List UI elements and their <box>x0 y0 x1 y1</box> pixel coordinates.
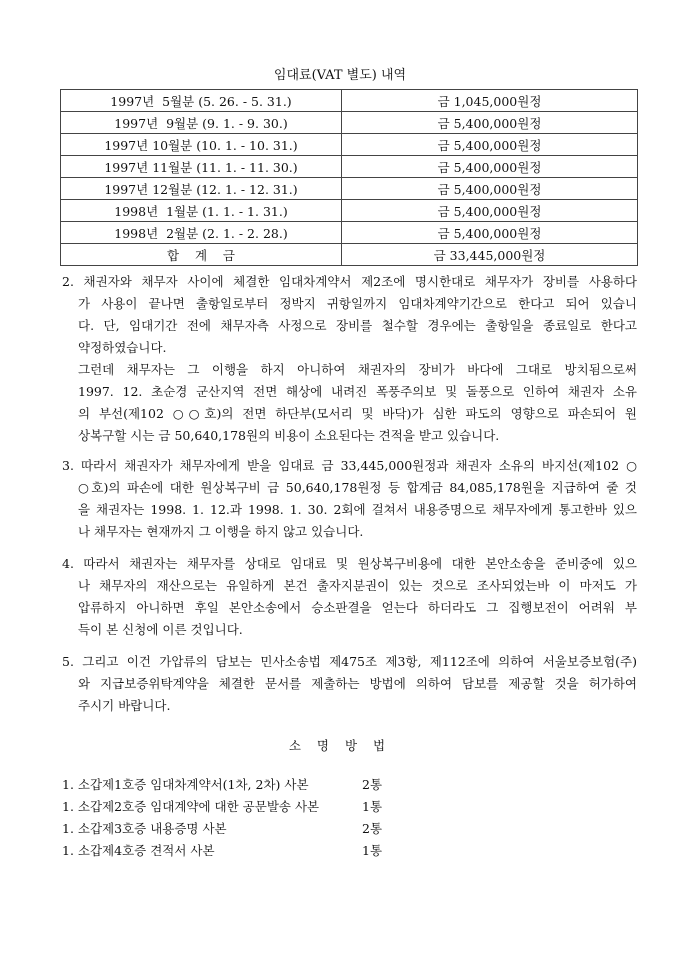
evidence-label: 1. 소갑제3호증 내용증명 사본 <box>62 821 227 836</box>
text-line: 2. 채권자와 채무자 사이에 체결한 임대차계약서 제2조에 명시한대로 채무자가 장비를 사용하다 <box>62 274 637 289</box>
evidence-item <box>62 840 383 862</box>
evidence-count: 2통 <box>362 777 383 792</box>
evidence-item <box>62 818 383 840</box>
text-line: 가 사용이 끝나면 출항일로부터 정박지 귀항일까지 임대차계약기간으로 한다고 되어 있습니 <box>78 296 637 311</box>
amount-cell: 금 5,400,000원정 <box>342 178 638 200</box>
evidence-item <box>62 774 383 796</box>
text-line: 상복구할 시는 금 50,640,178원의 비용이 소요된다는 견적을 받고 있습니다. <box>78 428 500 443</box>
text-line: 의 부선(제102 ○○호)의 전면 하단부(모서리 및 바닥)가 심한 파도의 영향으로 파손되어 원 <box>78 406 637 421</box>
table-row <box>61 134 638 156</box>
text-line: 5. 그리고 이건 가압류의 담보는 민사소송법 제475조 제3항, 제112조에 의하여 서울보증보험(주) <box>62 654 637 669</box>
evidence-count: 1통 <box>362 843 383 858</box>
period-cell: 1997년 5월분 (5. 26. - 5. 31.) <box>61 90 342 112</box>
amount-cell: 금 5,400,000원정 <box>342 200 638 222</box>
table-row <box>61 156 638 178</box>
period-cell: 1997년 10월분 (10. 1. - 10. 31.) <box>61 134 342 156</box>
evidence-label: 1. 소갑제1호증 임대차계약서(1차, 2차) 사본 <box>62 777 309 792</box>
period-cell: 1998년 1월분 (1. 1. - 1. 31.) <box>61 200 342 222</box>
text-line: ○호)의 파손에 대한 원상복구비 금 50,640,178원정 등 합계금 84,085,178원을 지급하여 줄 것 <box>78 480 637 495</box>
table-row <box>61 112 638 134</box>
amount-cell: 금 5,400,000원정 <box>342 134 638 156</box>
text-line: 와 지급보증위탁계약을 체결한 문서를 제출하는 방법에 의하여 담보를 제공할 것을 허가하여 <box>78 676 637 691</box>
period-cell: 1997년 9월분 (9. 1. - 9. 30.) <box>61 112 342 134</box>
text-line: 을 채권자는 1998. 1. 12.과 1998. 1. 30. 2회에 걸쳐서 내용증명으로 채무자에게 통고한바 있으 <box>78 502 637 517</box>
evidence-count: 1통 <box>362 799 383 814</box>
table-row <box>61 90 638 112</box>
paragraph-4 <box>62 553 637 641</box>
table-row <box>61 178 638 200</box>
period-cell: 1997년 12월분 (12. 1. - 12. 31.) <box>61 178 342 200</box>
text-line: 그런데 채무자는 그 이행을 하지 아니하여 채권자의 장비가 바다에 그대로 방치됨으로써 <box>78 362 637 377</box>
amount-cell: 금 1,045,000원정 <box>342 90 638 112</box>
evidence-count: 2통 <box>362 821 383 836</box>
total-row <box>61 244 638 266</box>
table-row <box>61 222 638 244</box>
text-line: 압류하지 아니하면 후일 본안소송에서 승소판결을 얻는다 하더라도 그 집행보전이 어려워 부 <box>78 600 637 615</box>
text-line: 나 채무자의 재산으로는 유일하게 본건 출자지분권이 있는 것으로 조사되었는바 이 마저도 가 <box>78 578 637 593</box>
period-cell: 1997년 11월분 (11. 1. - 11. 30.) <box>61 156 342 178</box>
paragraph-3 <box>62 455 637 543</box>
evidence-label: 1. 소갑제2호증 임대계약에 대한 공문발송 사본 <box>62 799 320 814</box>
paragraph-2 <box>62 271 637 447</box>
text-line: 다. 단, 임대기간 전에 채무자측 사정으로 장비를 철수할 경우에는 출항일을 종료일로 한다고 <box>78 318 637 333</box>
text-line: 득이 본 신청에 이른 것입니다. <box>78 622 243 637</box>
amount-cell: 금 5,400,000원정 <box>342 112 638 134</box>
table-row <box>61 200 638 222</box>
total-amount: 금 33,445,000원정 <box>342 244 638 266</box>
rent-table <box>60 89 638 266</box>
text-line: 4. 따라서 채권자는 채무자를 상대로 임대료 및 원상복구비용에 대한 본안소송을 준비중에 있으 <box>62 556 637 571</box>
text-line: 약정하였습니다. <box>78 340 167 355</box>
amount-cell: 금 5,400,000원정 <box>342 222 638 244</box>
paragraph-5 <box>62 651 637 717</box>
text-line: 나 채무자는 현재까지 그 이행을 하지 않고 있습니다. <box>78 524 364 539</box>
period-cell: 1998년 2월분 (2. 1. - 2. 28.) <box>61 222 342 244</box>
evidence-item <box>62 796 383 818</box>
evidence-heading: 소 명 방 법 <box>288 738 392 753</box>
evidence-label: 1. 소갑제4호증 견적서 사본 <box>62 843 215 858</box>
total-label: 합 계 금 <box>61 244 342 266</box>
text-line: 3. 따라서 채권자가 채무자에게 받을 임대료 금 33,445,000원정과 채권자 소유의 바지선(제102 ○ <box>62 458 637 473</box>
table-title: 임대료(VAT 별도) 내역 <box>273 68 407 83</box>
text-line: 1997. 12. 초순경 군산지역 전면 해상에 내려진 폭풍주의보 및 돌풍으로 인하여 채권자 소유 <box>78 384 637 399</box>
amount-cell: 금 5,400,000원정 <box>342 156 638 178</box>
text-line: 주시기 바랍니다. <box>78 698 171 713</box>
